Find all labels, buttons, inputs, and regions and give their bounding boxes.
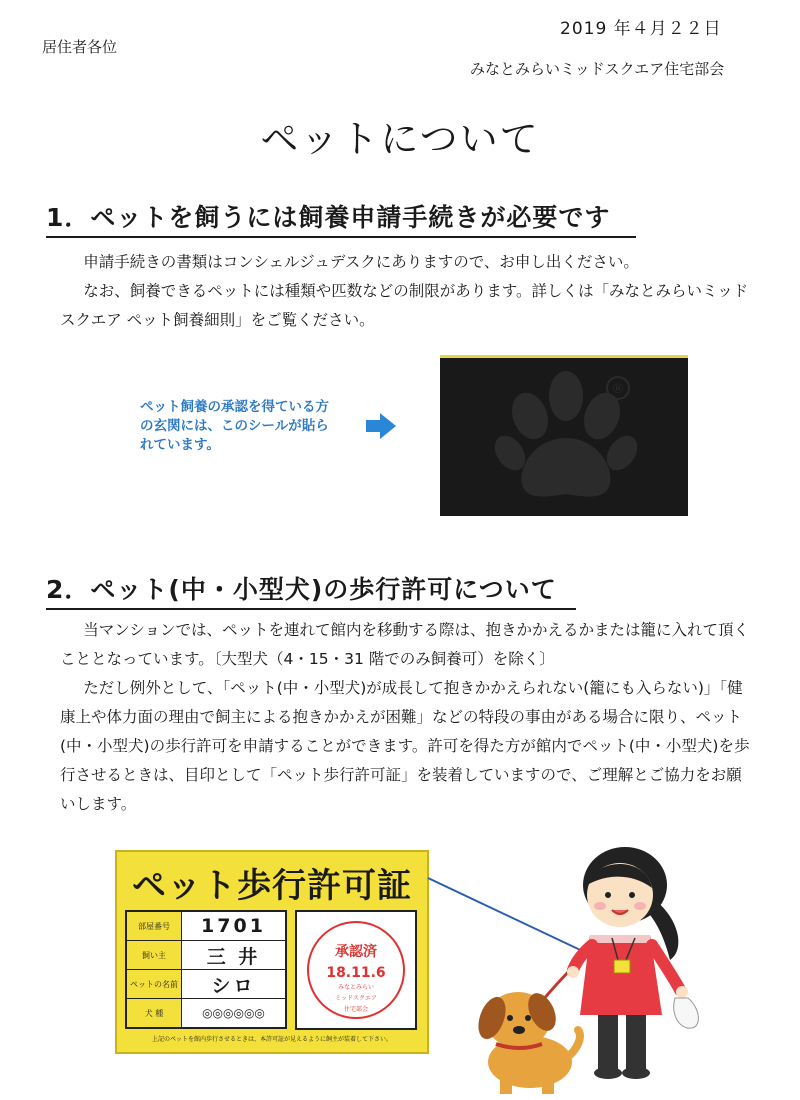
permit-value: シロ	[211, 974, 256, 997]
document-date: 2019 年４月２２日	[560, 19, 722, 39]
permit-footer: 上記のペットを館内歩行させるときは、本許可証が見えるように飼主が装着して下さい。	[151, 1036, 392, 1043]
section-1-heading: 1．ペットを飼うには飼養申請手続きが必要です	[46, 198, 636, 238]
section-1-paragraph: 申請手続きの書類はコンシェルジュデスクにありますので、お申し出ください。	[83, 253, 639, 271]
recipient: 居住者各位	[42, 38, 118, 56]
section-2-paragraph: ただし例外として、「ペット(中・小型犬)が成長して抱きかかえられない(籠にも入らない)」「健康上や体力面の理由で飼主による抱きかかえが困難」などの特段の事由がある場合に限り、ペット(中・小型犬)の歩行許可を申請することができます。許可を得た方が館内でペット(中・小型犬)を歩行させるときは、目印として「ペット歩行許可証」を装着していますので、ご理解とご協力をお願いします。	[60, 679, 750, 813]
stamp-org-line: みなとみらい	[337, 984, 374, 991]
section-1-paragraph: なお、飼養できるペットには種類や匹数などの制限があります。詳しくは「みなとみらいミッドスクエア ペット飼養細則」をご覧ください。	[60, 282, 749, 329]
seal-note: ペット飼養の承認を得ている方の玄関には、このシールが貼られています。	[140, 399, 329, 453]
stamp-date: 18.11.6	[326, 965, 386, 981]
section-2-heading: 2．ペット(中・小型犬)の歩行許可について	[46, 570, 576, 610]
registered-mark: ®	[611, 382, 625, 397]
document-title: ペットについて	[260, 117, 540, 161]
permit-title: ペット歩行許可証	[132, 866, 412, 906]
woman-with-dog-illustration	[430, 840, 720, 1099]
section-2-paragraph: 当マンションでは、ペットを連れて館内を移動する際は、抱きかかえるかまたは籠に入れて頂くこととなっています。〔大型犬（4・15・31 階でのみ飼養可）を除く〕	[60, 621, 750, 668]
permit-value: 1701	[201, 915, 266, 937]
permit-label: 部屋番号	[127, 912, 182, 940]
stamp-org-line: 住宅部会	[343, 1006, 368, 1013]
permit-label: 飼い主	[127, 941, 182, 969]
permit-value: 三 井	[206, 945, 261, 968]
permit-value: ◎◎◎◎◎◎	[202, 1006, 265, 1020]
permit-label: ペットの名前	[127, 970, 182, 998]
permit-label: 犬 種	[127, 999, 182, 1027]
stamp-org-line: ミッドスクエア	[335, 995, 377, 1002]
stamp-title: 承認済	[335, 944, 377, 960]
organization: みなとみらいミッドスクエア住宅部会	[470, 60, 725, 78]
